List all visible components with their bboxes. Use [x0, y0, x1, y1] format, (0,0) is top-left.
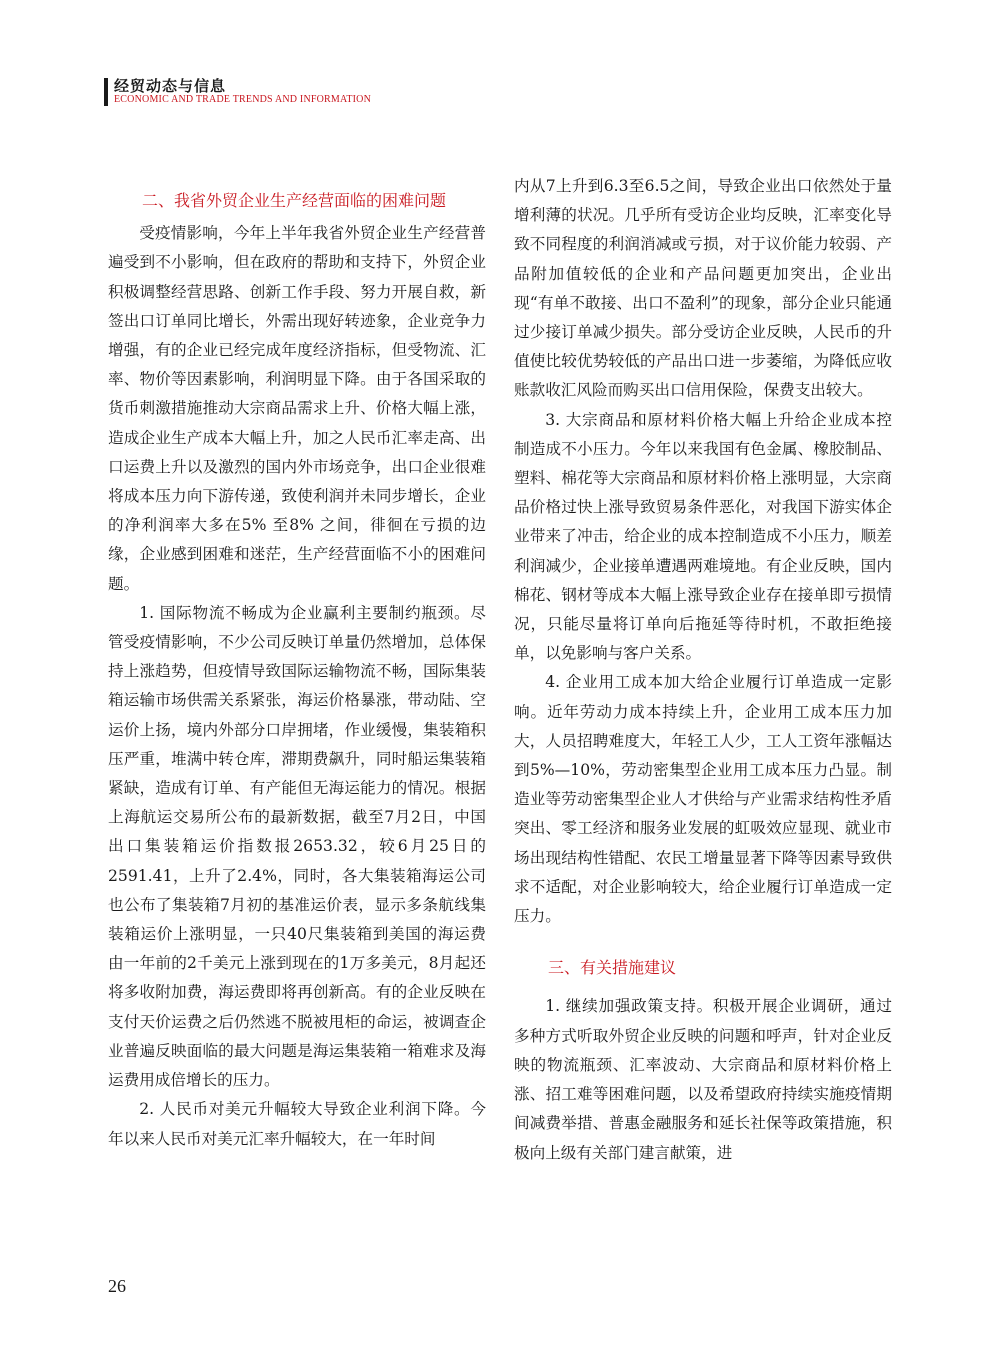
paragraph: 受疫情影响，今年上半年我省外贸企业生产经营普遍受到不小影响，但在政府的帮助和支持下，外贸企业积极调整经营思路、创新工作手段、努力开展自救，新签出口订单同比增长，外需出现好转迹象，企业竞争力增强，有的企业已经完成年度经济指标，但受物流、汇率、物价等因素影响，利润明显下降。由于各国采取的货币刺激措施推动大宗商品需求上升、价格大幅上涨，造成企业生产成本大幅上升，加之人民币汇率走高、出口运费上升以及激烈的国内外市场竞争，出口企业很难将成本压力向下游传递，致使利润并未同步增长，企业的净利润率大多在5% 至8% 之间，徘徊在亏损的边缘，企业感到困难和迷茫，生产经营面临不小的困难问题。 — [108, 224, 486, 593]
left-column — [108, 172, 486, 1154]
right-column — [514, 172, 892, 1168]
paragraph: 4. 企业用工成本加大给企业履行订单造成一定影响。近年劳动力成本持续上升，企业用工成本压力加大，人员招聘难度大，年轻工人少，工人工资年涨幅达到5%—10%，劳动密集型企业用工成本压力凸显。制造业等劳动密集型企业人才供给与产业需求结构性矛盾突出、零工经济和服务业发展的虹吸效应显现、就业市场出现结构性错配、农民工增量显著下降等因素导致供求不适配，对企业影响较大，给企业履行订单造成一定压力。 — [514, 673, 892, 926]
section-title-difficulties: 二、我省外贸企业生产经营面临的困难问题 — [142, 191, 447, 210]
paragraph: 1. 继续加强政策支持。积极开展企业调研，通过多种方式听取外贸企业反映的问题和呼声，针对企业反映的物流瓶颈、汇率波动、大宗商品和原材料价格上涨、招工难等困难问题，以及希望政府持续实施疫情期间减费举措、普惠金融服务和延长社保等政策措施，积极向上级有关部门建言献策，进 — [514, 997, 892, 1162]
section-title-suggestions: 三、有关措施建议 — [548, 958, 677, 978]
header-title-cn: 经贸动态与信息 — [114, 77, 227, 95]
header-title-en: ECONOMIC AND TRADE TRENDS AND INFORMATION — [114, 94, 372, 105]
paragraph: 2. 人民币对美元升幅较大导致企业利润下降。今年以来人民币对美元汇率升幅较大，在一年时间 — [108, 1100, 486, 1148]
paragraph-continued: 内从7上升到6.3至6.5之间，导致企业出口依然处于量增利薄的状况。几乎所有受访企业均反映，汇率变化导致不同程度的利润消减或亏损，对于议价能力较弱、产品附加值较低的企业和产品问题更加突出，企业出现“有单不敢接、出口不盈利”的现象，部分企业只能通过少接订单减少损失。部分受访企业反映，人民币的升值使比较优势较低的产品出口进一步萎缩，为降低应收账款收汇风险而购买出口信用保险，保费支出较大。 — [514, 177, 892, 400]
page-number: 26 — [108, 1276, 126, 1296]
paragraph: 1. 国际物流不畅成为企业赢利主要制约瓶颈。尽管受疫情影响，不少公司反映订单量仍然增加，总体保持上涨趋势，但疫情导致国际运输物流不畅，国际集装箱运输市场供需关系紧张，海运价格暴涨，带动陆、空运价上扬，境内外部分口岸拥堵，作业缓慢，集装箱积压严重，堆满中转仓库，滞期费飙升，同时船运集装箱紧缺，造成有订单、有产能但无海运能力的情况。根据上海航运交易所公布的最新数据，截至7月2日，中国出口集装箱运价指数报2653.32，较6月25日的2591.41，上升了2.4%，同时，各大集装箱海运公司也公布了集装箱7月初的基准运价表，显示多条航线集装箱运价上涨明显，一只40尺集装箱到美国的海运费由一年前的2千美元上涨到现在的1万多美元，8月起还将多收附加费，海运费即将再创新高。有的企业反映在支付天价运费之后仍然逃不脱被甩柜的命运，被调查企业普遍反映面临的最大问题是海运集装箱一箱难求及海运费用成倍增长的压力。 — [108, 603, 486, 1090]
paragraph: 3. 大宗商品和原材料价格大幅上升给企业成本控制造成不小压力。今年以来我国有色金属、橡胶制品、塑料、棉花等大宗商品和原材料价格上涨明显，大宗商品价格过快上涨导致贸易条件恶化，对我国下游实体企业带来了冲击，给企业的成本控制造成不小压力，顺差利润减少，企业接单遭遇两难境地。有企业反映，国内棉花、钢材等成本大幅上涨导致企业存在接单即亏损情况，只能尽量将订单向后拖延等待时机，不敢拒绝接单，以免影响与客户关系。 — [514, 410, 892, 663]
running-header — [104, 78, 371, 106]
